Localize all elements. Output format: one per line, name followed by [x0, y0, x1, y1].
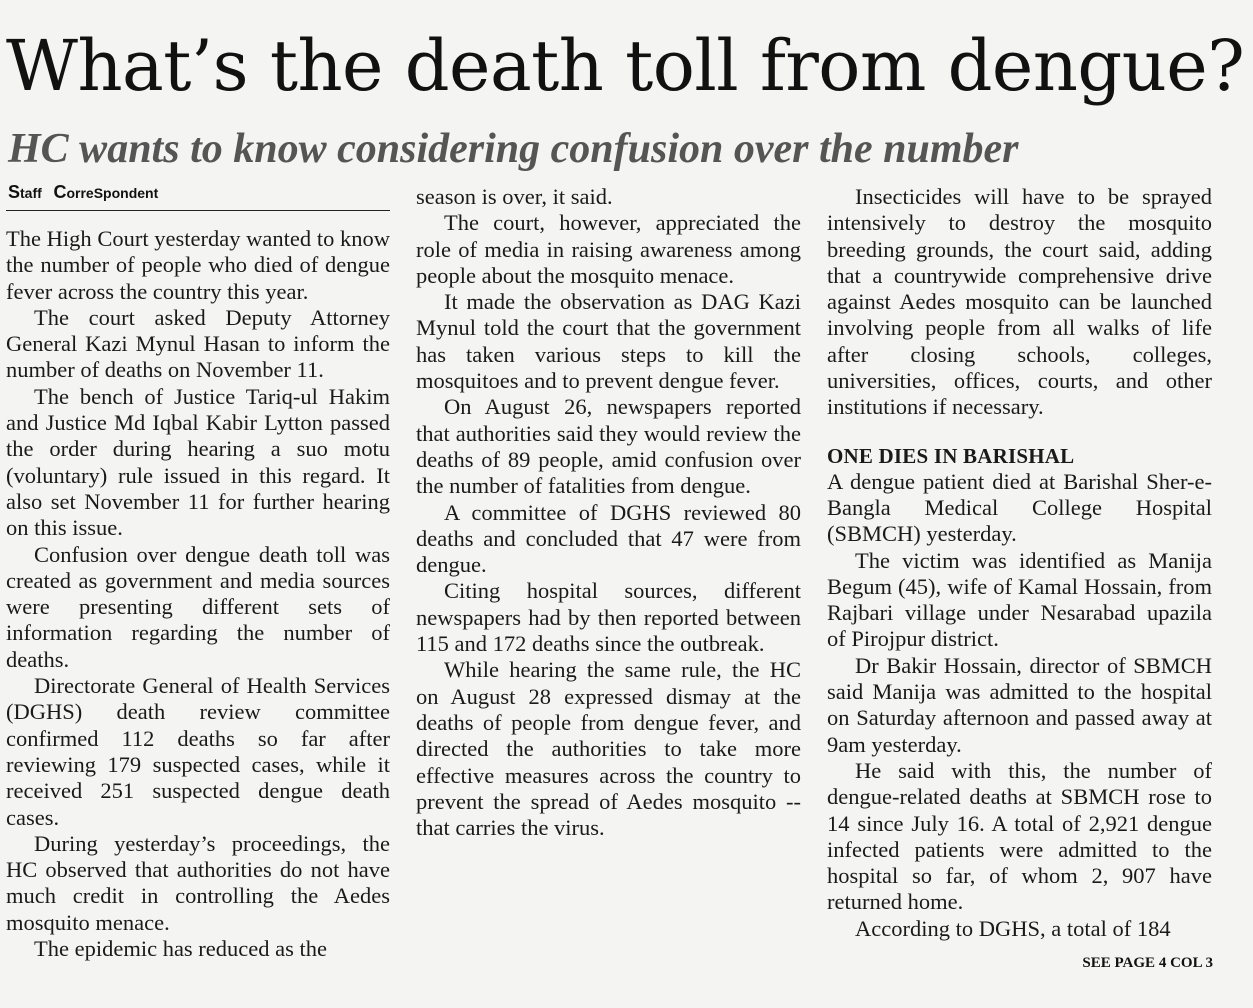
- paragraph: He said with this, the number of dengue-related deaths at SBMCH rose to 14 since July 16. A total of 2,921 dengue infected patients were admitted to the hospital so far, of whom 2, 907 have returned home.: [827, 757, 1212, 915]
- paragraph: The High Court yesterday wanted to know the number of people who died of dengue fever across the country this year.: [6, 226, 390, 304]
- byline-initial-s: S: [8, 182, 21, 202]
- paragraph: The victim was identified as Manija Begum (45), wife of Kamal Hossain, from Rajbari village under Nesarabad upazila of Pirojpur district.: [827, 547, 1212, 652]
- paragraph: According to DGHS, a total of 184: [855, 915, 1171, 941]
- paragraph: A dengue patient died at Barishal Sher-e-Bangla Medical College Hospital (SBMCH) yesterday.: [827, 468, 1212, 547]
- byline-orrespondent: orreSpondent: [66, 185, 159, 201]
- byline-taff: taff: [20, 185, 42, 201]
- article-column-1: [6, 226, 390, 962]
- byline-initial-c: C: [53, 182, 67, 202]
- byline: [8, 182, 158, 203]
- paragraph: During yesterday’s proceedings, the HC observed that authorities do not have much credit in controlling the Aedes mosquito menace.: [6, 830, 390, 935]
- byline-rule: [6, 210, 390, 211]
- paragraph: The court asked Deputy Attorney General Kazi Mynul Hasan to inform the number of deaths on November 11.: [6, 304, 390, 383]
- paragraph: It made the observation as DAG Kazi Mynul told the court that the government has taken various steps to kill the mosquitoes and to prevent dengue fever.: [416, 289, 801, 394]
- paragraph: Directorate General of Health Services (DGHS) death review committee confirmed 112 deaths so far after reviewing 179 suspected cases, while it received 251 suspected dengue death cases.: [6, 673, 390, 830]
- paragraph: season is over, it said.: [416, 184, 613, 209]
- paragraph: Citing hospital sources, different newspapers had by then reported between 115 and 172 deaths since the outbreak.: [416, 578, 801, 657]
- paragraph: The bench of Justice Tariq-ul Hakim and Justice Md Iqbal Kabir Lytton passed the order during hearing a suo motu (voluntary) rule issued in this regard. It also set November 11 for further hearing on this issue.: [6, 383, 390, 541]
- article-column-2: [416, 184, 801, 841]
- subheadline: HC wants to know considering confusion over the number: [8, 126, 1019, 172]
- article-column-3: [827, 184, 1212, 942]
- section-heading: ONE DIES IN BARISHAL: [827, 443, 1075, 468]
- paragraph: The epidemic has reduced as the: [34, 936, 327, 962]
- paragraph: The court, however, appreciated the role of media in raising awareness among people about the mosquito menace.: [416, 210, 801, 288]
- paragraph: A committee of DGHS reviewed 80 deaths and concluded that 47 were from dengue.: [416, 499, 801, 578]
- paragraph: Dr Bakir Hossain, director of SBMCH said Manija was admitted to the hospital on Saturday afternoon and passed away at 9am yesterday.: [827, 652, 1212, 757]
- continued-on-page-note: SEE PAGE 4 COL 3: [1082, 955, 1213, 971]
- paragraph: Insecticides will have to be sprayed intensively to destroy the mosquito breeding grounds, the court said, adding that a countrywide comprehensive drive against Aedes mosquito can be launched involving people from all walks of life after closing schools, colleges, universities, offices, courts, and other institutions if necessary.: [827, 184, 1212, 420]
- paragraph: While hearing the same rule, the HC on August 28 expressed dismay at the deaths of people from dengue fever, and directed the authorities to take more effective measures across the country to prevent the spread of Aedes mosquito -- that carries the virus.: [416, 657, 801, 841]
- paragraph: Confusion over dengue death toll was created as government and media sources were presenting different sets of information regarding the number of deaths.: [6, 541, 390, 672]
- headline: What’s the death toll from dengue?: [6, 25, 1245, 107]
- paragraph: On August 26, newspapers reported that authorities said they would review the deaths of 89 people, amid confusion over the number of fatalities from dengue.: [416, 394, 801, 499]
